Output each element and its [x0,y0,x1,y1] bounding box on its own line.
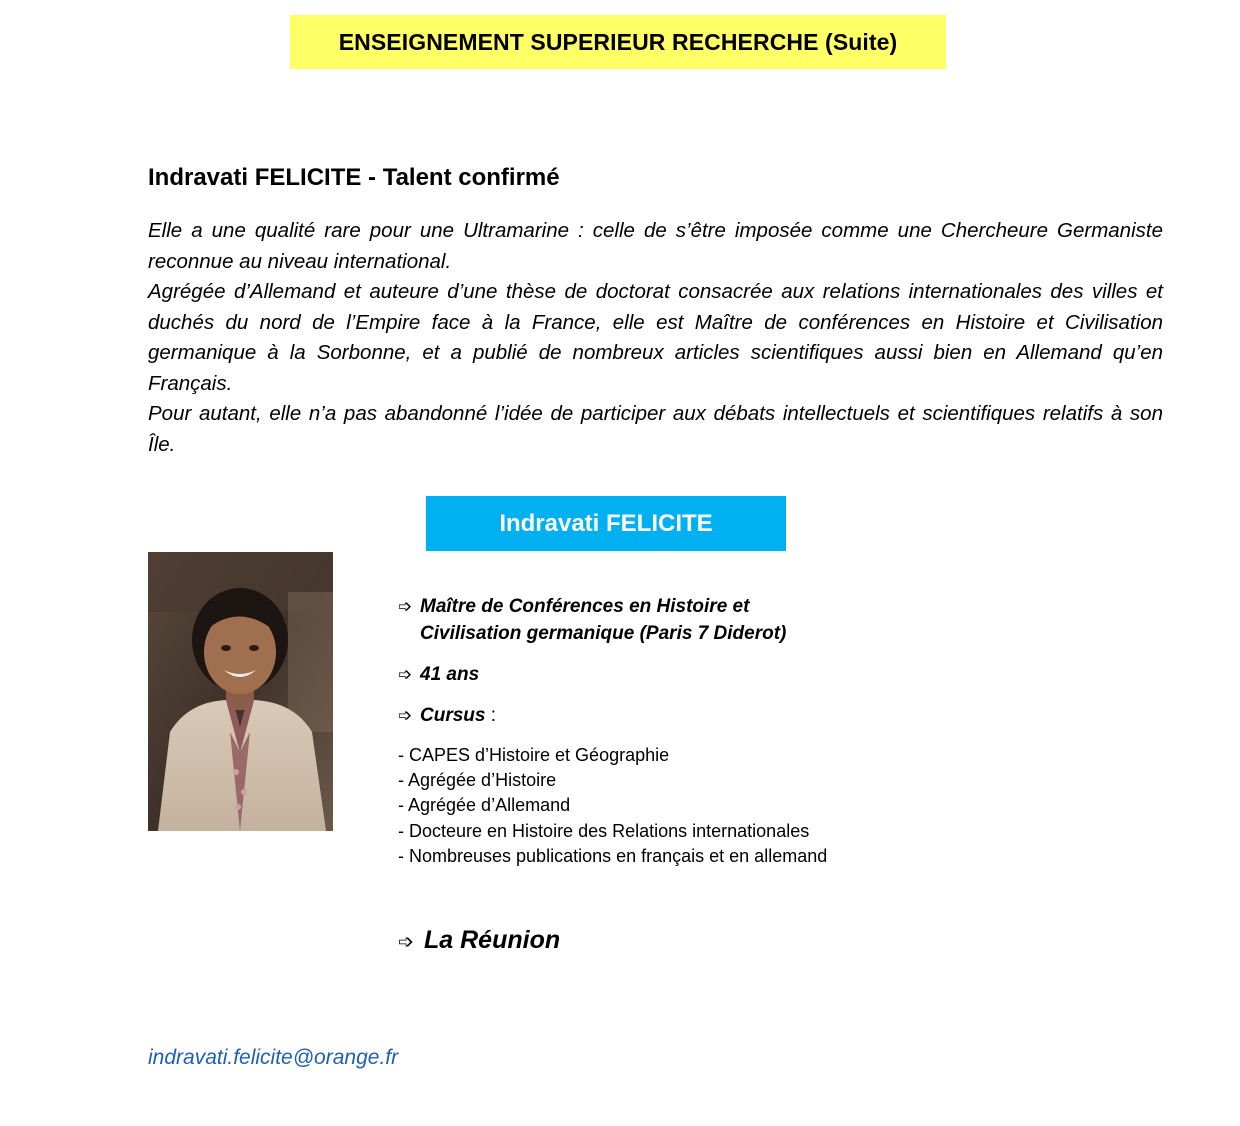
article-headline: Indravati FELICITE - Talent confirmé [148,164,560,191]
profile-photo [148,552,333,831]
paragraph-1: Elle a une qualité rare pour une Ultramarine : celle de s’être imposée comme une Chercheure Germaniste reconnue au niveau international. [148,219,1163,273]
list-item: - CAPES d’Histoire et Géographie [398,745,670,765]
list-item: - Agrégée d’Allemand [398,795,571,816]
list-item: - Docteure en Histoire des Relations internationales [398,820,810,841]
profile-cursus-item [398,702,496,729]
list-item: - Agrégée d’Histoire [398,770,557,791]
cursus-list [398,743,827,869]
profile-position-item [398,593,878,647]
profile-name: Indravati FELICITE [499,509,713,537]
section-header-banner [290,15,946,69]
profile-cursus-label: Cursus [420,705,486,726]
paragraph-2: Agrégée d’Allemand et auteure d’une thèse de doctorat consacrée aux relations internationales des villes et duchés du nord de l’Empire face à la France, elle est Maître de conférences en Histoire et Civilisation germanique à la Sorbonne, et a publié de nombreux articles scientifiques aussi bien en Allemand qu’en Français. [148,280,1163,395]
arrow-icon: ➩ [398,706,413,725]
profile-location: La Réunion [424,926,561,954]
profile-name-banner [426,496,786,551]
profile-position-line-1: Maître de Conférences en Histoire et [420,596,750,617]
arrow-icon: ➩ [398,932,414,953]
arrow-icon: ➩ [398,665,413,684]
list-item: - Nombreuses publications en français et en allemand [398,845,828,866]
profile-position-line-2: Civilisation germanique (Paris 7 Diderot) [420,623,787,644]
article-body [148,216,1163,460]
profile-location-item [398,926,560,955]
section-header-title: ENSEIGNEMENT SUPERIEUR RECHERCHE (Suite) [338,28,898,55]
profile-age-item [398,661,479,688]
email-link[interactable]: indravati.felicite@orange.fr [148,1046,399,1069]
profile-cursus-colon: : [485,705,497,726]
profile-age: 41 ans [420,664,480,685]
arrow-icon: ➩ [398,597,413,616]
paragraph-3: Pour autant, elle n’a pas abandonné l’idée de participer aux débats intellectuels et scientifiques relatifs à son Île. [148,402,1163,456]
